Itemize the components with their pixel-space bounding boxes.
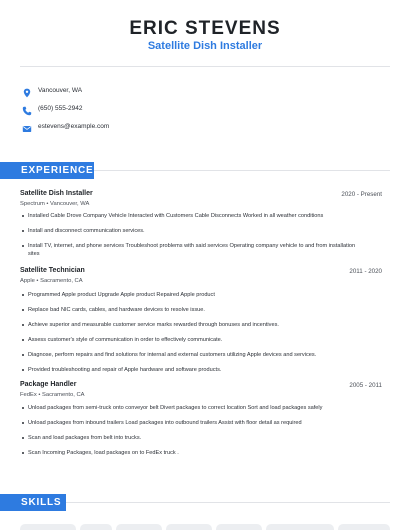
- job-bullet: [22, 212, 362, 220]
- skills-section-rule: [66, 502, 390, 503]
- contact-phone: [22, 102, 82, 114]
- contact-email: [22, 120, 109, 132]
- job-bullet-text: Replace bad NIC cards, cables, and hardware devices to resolve issue.: [28, 307, 205, 313]
- location-pin-icon: [22, 85, 32, 95]
- job-bullet: [22, 306, 362, 314]
- job-company: Spectrum • Vancouver, WA: [20, 201, 90, 207]
- job-bullet: [22, 449, 362, 457]
- job-bullet-text: Unload packages from semi-truck onto conveyor belt Divert packages to correct location Sort and load packages safely: [28, 405, 323, 411]
- contact-location: [22, 84, 82, 96]
- contact-phone-text: (650) 555-2942: [38, 104, 83, 112]
- job-bullet-text: Install TV, internet, and phone services Troubleshoot problems with said services Operating company vehicle to and from installation sites: [28, 243, 356, 257]
- job-bullet-text: Scan and load packages from belt into trucks.: [28, 435, 142, 441]
- job-bullet: [22, 404, 362, 412]
- candidate-role: Satellite Dish Installer: [147, 40, 263, 52]
- skills-section-title: SKILLS: [21, 497, 62, 508]
- job-bullet-text: Scan Incoming Packages, load packages on to FedEx truck .: [28, 450, 179, 456]
- job-bullet: [22, 321, 362, 329]
- job-bullet: [22, 351, 362, 359]
- job-company: FedEx • Sacramento, CA: [20, 392, 85, 398]
- job-dates: 2020 - Present: [341, 191, 382, 198]
- job-bullet: [22, 336, 362, 344]
- job-bullet: [22, 227, 362, 235]
- job-bullet: [22, 419, 362, 427]
- contact-email-text: estevens@example.com: [38, 122, 110, 130]
- job-bullet-text: Install and disconnect communication services.: [28, 228, 145, 234]
- skill-pill: [166, 524, 212, 530]
- job-title: Satellite Technician: [20, 267, 85, 274]
- job-bullet: [22, 242, 362, 258]
- experience-section-header: [0, 162, 94, 179]
- phone-icon: [22, 103, 32, 113]
- experience-section-title: EXPERIENCE: [21, 165, 94, 176]
- job-bullet-text: Provided troubleshooting and repair of Apple hardware and software products.: [28, 367, 222, 373]
- skill-pill: [338, 524, 390, 530]
- job-company: Apple • Sacramento, CA: [20, 278, 83, 284]
- envelope-icon: [22, 121, 32, 131]
- skill-pill: [20, 524, 76, 530]
- job-dates: 2011 - 2020: [349, 268, 382, 275]
- skills-section-header: [0, 494, 66, 511]
- job-bullet: [22, 434, 362, 442]
- contact-location-text: Vancouver, WA: [38, 86, 83, 94]
- job-bullet-text: Unload packages from inbound trailers Load packages into outbound trailers Assist with floor detail as required: [28, 420, 302, 426]
- job-bullet-text: Programmed Apple product Upgrade Apple product Repaired Apple product: [28, 292, 215, 298]
- job-bullet-text: Assess customer's style of communication in order to effectively communicate.: [28, 337, 223, 343]
- skill-pill: [80, 524, 112, 530]
- job-bullet: [22, 366, 362, 374]
- job-bullet-text: Installed Cable Drove Company Vehicle Interacted with Customers Cable Disconnects Worked in all weather conditions: [28, 213, 324, 219]
- skill-pill: [116, 524, 162, 530]
- job-bullet-text: Achieve superior and measurable customer service marks rewarded through bonuses and incentives.: [28, 322, 279, 328]
- job-title: Satellite Dish Installer: [20, 190, 93, 197]
- skill-pill: [216, 524, 262, 530]
- job-bullet-text: Diagnose, perform repairs and find solutions for internal and external customers utilizing Apple devices and services.: [28, 352, 317, 358]
- experience-section-rule: [94, 170, 390, 171]
- job-bullet: [22, 291, 362, 299]
- skill-pill: [266, 524, 334, 530]
- job-title: Package Handler: [20, 381, 77, 388]
- job-dates: 2005 - 2011: [349, 382, 382, 389]
- candidate-name: ERIC STEVENS: [129, 18, 281, 39]
- header-divider: [20, 66, 390, 67]
